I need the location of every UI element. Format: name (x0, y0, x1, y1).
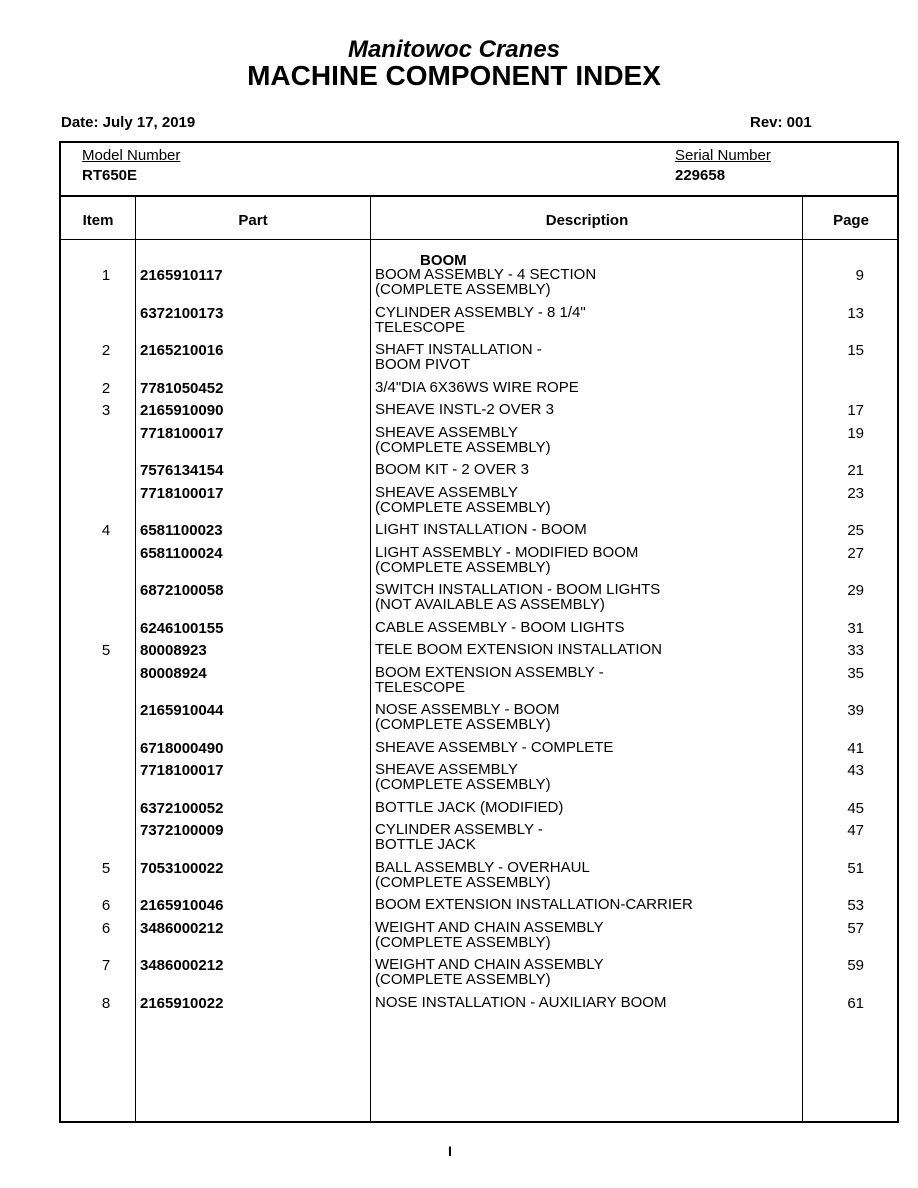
row-item-number: 7 (101, 957, 111, 974)
row-description-line: BOTTLE JACK (375, 836, 476, 853)
serial-number-value: 229658 (675, 167, 726, 184)
row-part-number: 7718100017 (140, 762, 224, 779)
row-part-number: 6246100155 (140, 619, 224, 637)
table-row (61, 800, 897, 823)
row-page-number: 43 (847, 762, 864, 779)
row-page-number: 25 (847, 522, 864, 539)
column-header-part: Part (238, 212, 268, 229)
row-description-line: SHAFT INSTALLATION - (375, 341, 542, 358)
table-row (61, 957, 897, 995)
table-row (61, 485, 897, 523)
row-item-number: 4 (101, 522, 111, 539)
table-row (61, 402, 897, 425)
document-date: Date: July 17, 2019 (61, 114, 196, 131)
table-row (61, 267, 897, 305)
column-header-divider (61, 239, 897, 240)
row-description (375, 920, 795, 950)
table-row (61, 920, 897, 958)
row-description-line: SHEAVE ASSEMBLY - COMPLETE (375, 738, 614, 756)
row-description-line: (COMPLETE ASSEMBLY) (375, 971, 551, 988)
row-description (375, 522, 795, 537)
row-description (375, 545, 795, 575)
column-header-description: Description (545, 212, 629, 229)
row-page-number: 23 (847, 484, 864, 502)
row-description (375, 620, 795, 635)
row-page-number: 17 (847, 402, 864, 419)
row-description-line: NOSE INSTALLATION - AUXILIARY BOOM (375, 993, 667, 1011)
row-part-number: 6872100058 (140, 582, 224, 599)
row-description-line: BOOM EXTENSION ASSEMBLY - (375, 663, 604, 681)
row-part-number: 7053100022 (140, 859, 224, 877)
table-row (61, 620, 897, 643)
row-part-number: 2165910090 (140, 402, 224, 419)
row-description-line: (NOT AVAILABLE AS ASSEMBLY) (375, 596, 605, 613)
row-item-number: 5 (101, 642, 111, 659)
row-part-number: 7576134154 (140, 462, 224, 479)
table-row (61, 995, 897, 1018)
row-page-number: 41 (847, 739, 864, 757)
row-description-line: 3/4"DIA 6X36WS WIRE ROPE (375, 378, 579, 396)
row-description (375, 860, 795, 890)
row-part-number: 6372100173 (140, 304, 224, 322)
table-row (61, 762, 897, 800)
row-description (375, 305, 795, 335)
row-page-number: 47 (847, 822, 864, 839)
row-item-number: 3 (101, 402, 111, 419)
row-description-line: (COMPLETE ASSEMBLY) (375, 776, 551, 793)
row-part-number: 3486000212 (140, 957, 224, 974)
serial-number-label: Serial Number (675, 147, 771, 164)
row-page-number: 61 (847, 994, 864, 1012)
table-row (61, 860, 897, 898)
row-description-line: (COMPLETE ASSEMBLY) (375, 281, 551, 298)
row-part-number: 7372100009 (140, 822, 224, 839)
table-row (61, 642, 897, 665)
row-description-line: LIGHT ASSEMBLY - MODIFIED BOOM (375, 543, 639, 561)
column-header-page: Page (833, 212, 869, 229)
model-number-label: Model Number (82, 147, 181, 164)
row-description-line: WEIGHT AND CHAIN ASSEMBLY (375, 918, 604, 936)
row-part-number: 6581100023 (140, 522, 223, 539)
row-item-number: 1 (101, 267, 111, 284)
row-part-number: 6372100052 (140, 799, 224, 817)
row-description (375, 740, 795, 755)
table-body (61, 267, 897, 1017)
table-row (61, 425, 897, 463)
table-row (61, 305, 897, 343)
row-description (375, 995, 795, 1010)
row-part-number: 7718100017 (140, 424, 224, 442)
row-part-number: 80008924 (140, 664, 207, 682)
row-part-number: 7781050452 (140, 379, 224, 397)
row-description-line: LIGHT INSTALLATION - BOOM (375, 521, 587, 538)
row-description (375, 342, 795, 372)
row-page-number: 35 (847, 664, 864, 682)
row-description (375, 957, 795, 987)
row-part-number: 2165910044 (140, 702, 224, 719)
column-header-item: Item (82, 212, 114, 229)
table-row (61, 897, 897, 920)
row-page-number: 33 (847, 642, 864, 659)
row-page-number: 59 (847, 957, 864, 974)
row-description-line: WEIGHT AND CHAIN ASSEMBLY (375, 956, 604, 973)
row-description-line: (COMPLETE ASSEMBLY) (375, 498, 551, 516)
row-description-line: TELESCOPE (375, 678, 466, 696)
row-description (375, 642, 795, 657)
row-description-line: CYLINDER ASSEMBLY - 8 1/4" (375, 303, 586, 321)
row-description-line: CABLE ASSEMBLY - BOOM LIGHTS (375, 618, 625, 636)
row-page-number: 19 (847, 424, 864, 442)
row-description-line: NOSE ASSEMBLY - BOOM (375, 701, 560, 718)
row-description-line: BOOM EXTENSION INSTALLATION-CARRIER (375, 896, 693, 913)
row-description (375, 582, 795, 612)
row-part-number: 2165210016 (140, 342, 224, 359)
row-page-number: 39 (847, 702, 864, 719)
row-description-line: BALL ASSEMBLY - OVERHAUL (375, 858, 590, 876)
row-page-number: 53 (847, 897, 864, 914)
row-description-line: BOOM ASSEMBLY - 4 SECTION (375, 266, 597, 283)
row-page-number: 13 (847, 304, 864, 322)
row-description (375, 402, 795, 417)
row-description (375, 822, 795, 852)
row-description-line: BOTTLE JACK (MODIFIED) (375, 798, 564, 816)
table-row (61, 380, 897, 403)
table-row (61, 582, 897, 620)
model-number-value: RT650E (82, 167, 138, 184)
component-table (59, 141, 899, 1123)
row-description (375, 800, 795, 815)
row-description (375, 665, 795, 695)
row-part-number: 2165910022 (140, 994, 224, 1012)
row-page-number: 57 (847, 919, 864, 937)
row-part-number: 7718100017 (140, 484, 224, 502)
row-description-line: (COMPLETE ASSEMBLY) (375, 933, 551, 951)
table-row (61, 665, 897, 703)
section-heading: BOOM (420, 252, 467, 269)
row-description (375, 267, 795, 297)
document-revision: Rev: 001 (750, 114, 812, 131)
row-description-line: TELESCOPE (375, 318, 466, 336)
row-description-line: (COMPLETE ASSEMBLY) (375, 716, 551, 733)
header-divider (61, 195, 897, 197)
row-description (375, 762, 795, 792)
row-description (375, 702, 795, 732)
row-description (375, 485, 795, 515)
row-description-line: (COMPLETE ASSEMBLY) (375, 873, 551, 891)
row-item-number: 6 (101, 897, 111, 914)
row-page-number: 9 (855, 267, 864, 284)
row-item-number: 8 (101, 994, 111, 1012)
row-item-number: 2 (101, 379, 111, 397)
row-page-number: 15 (847, 342, 864, 359)
row-item-number: 6 (101, 919, 111, 937)
row-part-number: 6718000490 (140, 739, 224, 757)
row-description-line: BOOM PIVOT (375, 356, 471, 373)
table-row (61, 740, 897, 763)
row-page-number: 21 (847, 462, 864, 479)
row-description (375, 897, 795, 912)
company-name: Manitowoc Cranes (347, 36, 561, 63)
row-part-number: 2165910117 (140, 267, 223, 284)
row-description (375, 462, 795, 477)
row-description (375, 425, 795, 455)
row-description-line: (COMPLETE ASSEMBLY) (375, 438, 551, 456)
row-item-number: 5 (101, 859, 111, 877)
row-description-line: SHEAVE ASSEMBLY (375, 483, 518, 501)
row-description-line: SHEAVE ASSEMBLY (375, 761, 518, 778)
table-row (61, 342, 897, 380)
document-title: MACHINE COMPONENT INDEX (247, 60, 661, 91)
row-part-number: 2165910046 (140, 897, 224, 914)
row-page-number: 45 (847, 799, 864, 817)
row-description-line: CYLINDER ASSEMBLY - (375, 821, 543, 838)
row-page-number: 31 (847, 619, 864, 637)
row-page-number: 29 (847, 582, 864, 599)
row-description (375, 380, 795, 395)
row-part-number: 6581100024 (140, 544, 223, 562)
row-part-number: 3486000212 (140, 919, 224, 937)
table-row (61, 702, 897, 740)
table-row (61, 462, 897, 485)
row-description-line: SHEAVE ASSEMBLY (375, 423, 518, 441)
row-page-number: 27 (847, 544, 864, 562)
row-description-line: SHEAVE INSTL-2 OVER 3 (375, 401, 554, 418)
row-item-number: 2 (101, 342, 111, 359)
row-description-line: TELE BOOM EXTENSION INSTALLATION (375, 641, 662, 658)
table-row (61, 522, 897, 545)
row-part-number: 80008923 (140, 642, 207, 659)
row-page-number: 51 (847, 859, 864, 877)
row-description-line: BOOM KIT - 2 OVER 3 (375, 461, 529, 478)
table-row (61, 545, 897, 583)
page-number: I (448, 1143, 452, 1159)
table-row (61, 822, 897, 860)
row-description-line: (COMPLETE ASSEMBLY) (375, 558, 551, 576)
row-description-line: SWITCH INSTALLATION - BOOM LIGHTS (375, 581, 661, 598)
